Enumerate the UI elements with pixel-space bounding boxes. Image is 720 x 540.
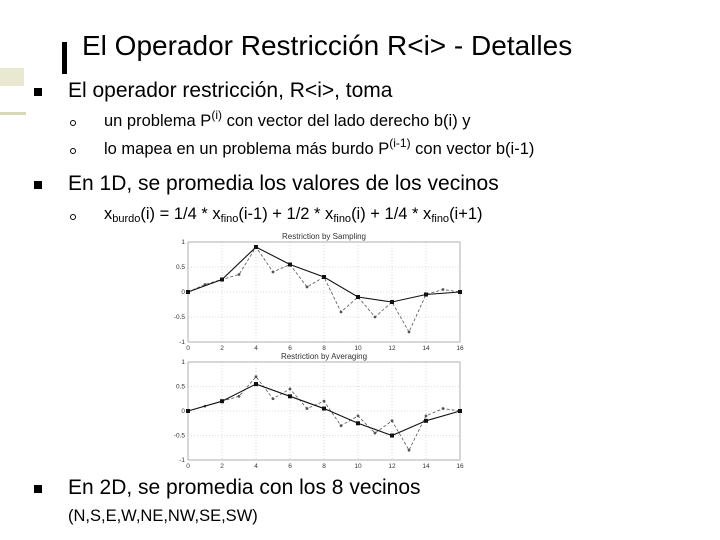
fine-data-point: [357, 415, 360, 418]
formula-sub-burdo: burdo: [112, 213, 141, 225]
fine-data-point: [289, 388, 292, 391]
y-tick-label: 0.5: [175, 383, 185, 391]
sub-bullet-1-post: con vector del lado derecho b(i) y: [222, 112, 471, 130]
fine-data-point: [238, 395, 241, 398]
fine-data-point: [425, 415, 428, 418]
chart-title: Restriction by Sampling: [281, 232, 367, 241]
decorative-accent-line: [0, 112, 26, 115]
fine-data-point: [255, 375, 258, 378]
sub-bullet-2-sup: (i-1): [389, 136, 411, 150]
coarse-data-point: [186, 290, 190, 294]
coarse-data-point: [288, 394, 292, 398]
y-tick-label: -0.5: [173, 314, 185, 321]
formula-sub-fino: fino: [220, 213, 239, 225]
fine-data-point: [408, 331, 411, 334]
bullet-circle-icon: [70, 120, 76, 126]
x-tick-label: 10: [354, 463, 362, 468]
bullet-square-icon: [34, 181, 42, 189]
coarse-data-point: [220, 399, 224, 403]
y-tick-label: 1: [181, 359, 185, 366]
y-tick-label: -0.5: [173, 432, 185, 440]
coarse-data-point: [254, 245, 258, 249]
x-tick-label: 10: [354, 345, 362, 352]
coarse-data-point: [186, 409, 190, 413]
sub-bullet-2-post: con vector b(i-1): [410, 140, 535, 158]
coarse-data-point: [424, 419, 428, 423]
x-tick-label: 2: [220, 463, 224, 468]
formula-part-1: (i) = 1/4 * x: [140, 205, 221, 223]
bullet-circle-icon: [70, 148, 76, 154]
x-tick-label: 0: [186, 345, 190, 352]
formula-part-2: (i-1) + 1/2 * x: [238, 205, 334, 223]
x-tick-label: 14: [422, 345, 430, 352]
y-tick-label: 1: [181, 239, 185, 246]
bullet-2-text: En 1D, se promedia los valores de los vecinos: [68, 172, 499, 195]
coarse-data-point: [288, 263, 292, 267]
bullet-square-icon: [34, 485, 42, 493]
x-tick-label: 4: [254, 463, 258, 468]
coarse-data-point: [254, 382, 258, 386]
x-tick-label: 2: [220, 345, 224, 352]
restriction-charts: [170, 228, 475, 468]
bullet-square-icon: [34, 88, 42, 96]
coarse-data-point: [458, 290, 462, 294]
fine-data-point: [374, 432, 377, 435]
coarse-data-point: [390, 434, 394, 438]
fine-data-point: [442, 288, 445, 291]
fine-data-point: [238, 273, 241, 276]
sub-bullet-2-pre: lo mapea en un problema más burdo P: [104, 140, 390, 158]
bullet-circle-icon: [70, 214, 76, 220]
x-tick-label: 4: [254, 345, 258, 352]
coarse-data-point: [356, 295, 360, 299]
coarse-data-point: [356, 421, 360, 425]
formula-sub-fino: fino: [431, 213, 450, 225]
y-tick-label: 0.5: [175, 264, 185, 271]
slide-title: El Operador Restricción R<i> - Detalles: [82, 30, 573, 61]
coarse-data-point: [322, 275, 326, 279]
formula: [104, 205, 483, 224]
fine-data-point: [340, 424, 343, 427]
sub-bullet-1-pre: un problema P: [104, 112, 212, 130]
bullet-3-subtext: (N,S,E,W,NE,NW,SE,SW): [68, 507, 258, 525]
formula-part-3: (i) + 1/4 * x: [351, 205, 432, 223]
fine-data-point: [272, 397, 275, 400]
decorative-accent-block: [0, 68, 24, 86]
sub-bullet-1: [104, 108, 471, 131]
fine-data-point: [408, 449, 411, 452]
x-tick-label: 8: [322, 463, 326, 468]
fine-data-point: [272, 271, 275, 274]
fine-data-point: [323, 400, 326, 403]
coarse-data-point: [322, 407, 326, 411]
fine-data-point: [306, 286, 309, 289]
fine-series-line: [188, 247, 460, 332]
coarse-data-point: [424, 293, 428, 297]
formula-sub-fino: fino: [333, 213, 352, 225]
x-tick-label: 6: [288, 463, 292, 468]
fine-data-point: [391, 419, 394, 422]
sub-bullet-1-sup: (i): [211, 108, 222, 122]
fine-data-point: [306, 407, 309, 410]
formula-x: x: [104, 205, 113, 223]
x-tick-label: 8: [322, 345, 326, 352]
x-tick-label: 12: [388, 345, 396, 352]
fine-data-point: [374, 316, 377, 319]
x-tick-label: 0: [186, 463, 190, 468]
x-tick-label: 16: [456, 463, 464, 468]
y-tick-label: 0: [181, 289, 185, 296]
bullet-3-text: En 2D, se promedia con los 8 vecinos: [68, 476, 421, 499]
y-tick-label: 0: [181, 408, 185, 415]
coarse-data-point: [390, 300, 394, 304]
sub-bullet-2: [104, 136, 535, 159]
coarse-data-point: [458, 409, 462, 413]
bullet-1-text: El operador restricción, R<i>, toma: [68, 79, 393, 102]
fine-data-point: [442, 407, 445, 410]
x-tick-label: 12: [388, 463, 396, 468]
x-tick-label: 16: [456, 345, 464, 352]
x-tick-label: 6: [288, 345, 292, 352]
title-accent-bar: [62, 42, 67, 74]
y-tick-label: -1: [179, 339, 185, 346]
x-tick-label: 14: [422, 463, 430, 468]
fine-data-point: [340, 311, 343, 314]
y-tick-label: -1: [179, 457, 185, 464]
chart-title: Restriction by Averaging: [280, 352, 368, 361]
formula-part-4: (i+1): [449, 205, 483, 223]
coarse-data-point: [220, 278, 224, 282]
